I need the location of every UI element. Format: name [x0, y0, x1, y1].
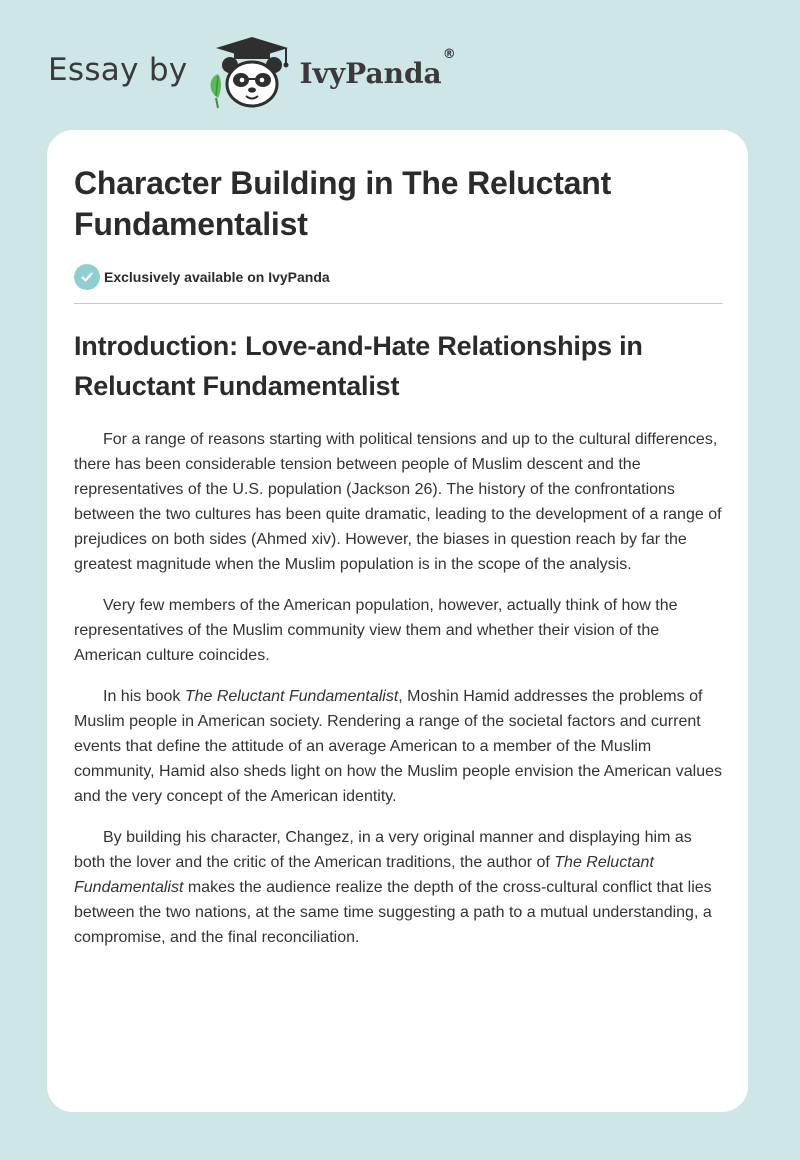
paragraph-1: For a range of reasons starting with political tensions and up to the cultural differences, there has been considerable tension between people of Muslim descent and the representatives of the U.S. population (Jackson 26). The history of the confrontations between the two cultures has been quite dramatic, leading to the development of a range of prejudices on both sides (Ahmed xiv). However, the biases in question reach by far the greatest magnitude when the Muslim population is in the scope of the analysis.	[74, 431, 722, 573]
brand-name-text: IvyPanda	[299, 56, 442, 90]
essay-card	[47, 130, 748, 1112]
panda-graduate-icon[interactable]	[202, 34, 298, 110]
paragraph-3-text-start: In his book	[103, 688, 185, 705]
book-title-italic: The Reluctant Fundamentalist	[184, 688, 399, 705]
book-title-italic: The Reluctant Fundamentalist	[74, 854, 654, 896]
paragraph-2: Very few members of the American population, however, actually think of how the representatives of the Muslim community view them and whether their vision of the American culture coincides.	[74, 597, 678, 664]
paragraph-4-text-start: By building his character, Changez, in a very original manner and displaying him as both the lover and the critic of the American traditions, the author of	[74, 829, 692, 871]
essay-body	[74, 427, 724, 950]
badge-text: Exclusively available on IvyPanda	[104, 269, 330, 285]
check-icon	[74, 264, 100, 290]
paragraph-4	[74, 825, 724, 950]
registered-mark: ®	[442, 46, 456, 62]
site-header	[48, 34, 456, 110]
paragraph-3-text-end: , Moshin Hamid addresses the problems of Muslim people in American society. Rendering a range of the societal factors and current events that define the attitude of an average American to a member of the Muslim community, Hamid also sheds light on how the Muslim people envision the American values and the very concept of the American identity.	[74, 688, 723, 805]
essay-title: Character Building in The Reluctant Fundamentalist	[74, 165, 612, 242]
essay-content	[74, 163, 724, 966]
paragraph-3	[74, 684, 724, 809]
section-heading: Introduction: Love-and-Hate Relationships in Reluctant Fundamentalist	[74, 331, 643, 401]
paragraph-4-text-end: makes the audience realize the depth of the cross-cultural conflict that lies between the two nations, at the same time suggesting a path to a mutual understanding, a compromise, and the final reconciliation.	[74, 879, 712, 946]
divider	[74, 303, 723, 304]
exclusive-badge	[74, 263, 724, 291]
ivypanda-wordmark[interactable]	[299, 46, 456, 90]
essay-by-label: Essay by	[48, 52, 188, 88]
